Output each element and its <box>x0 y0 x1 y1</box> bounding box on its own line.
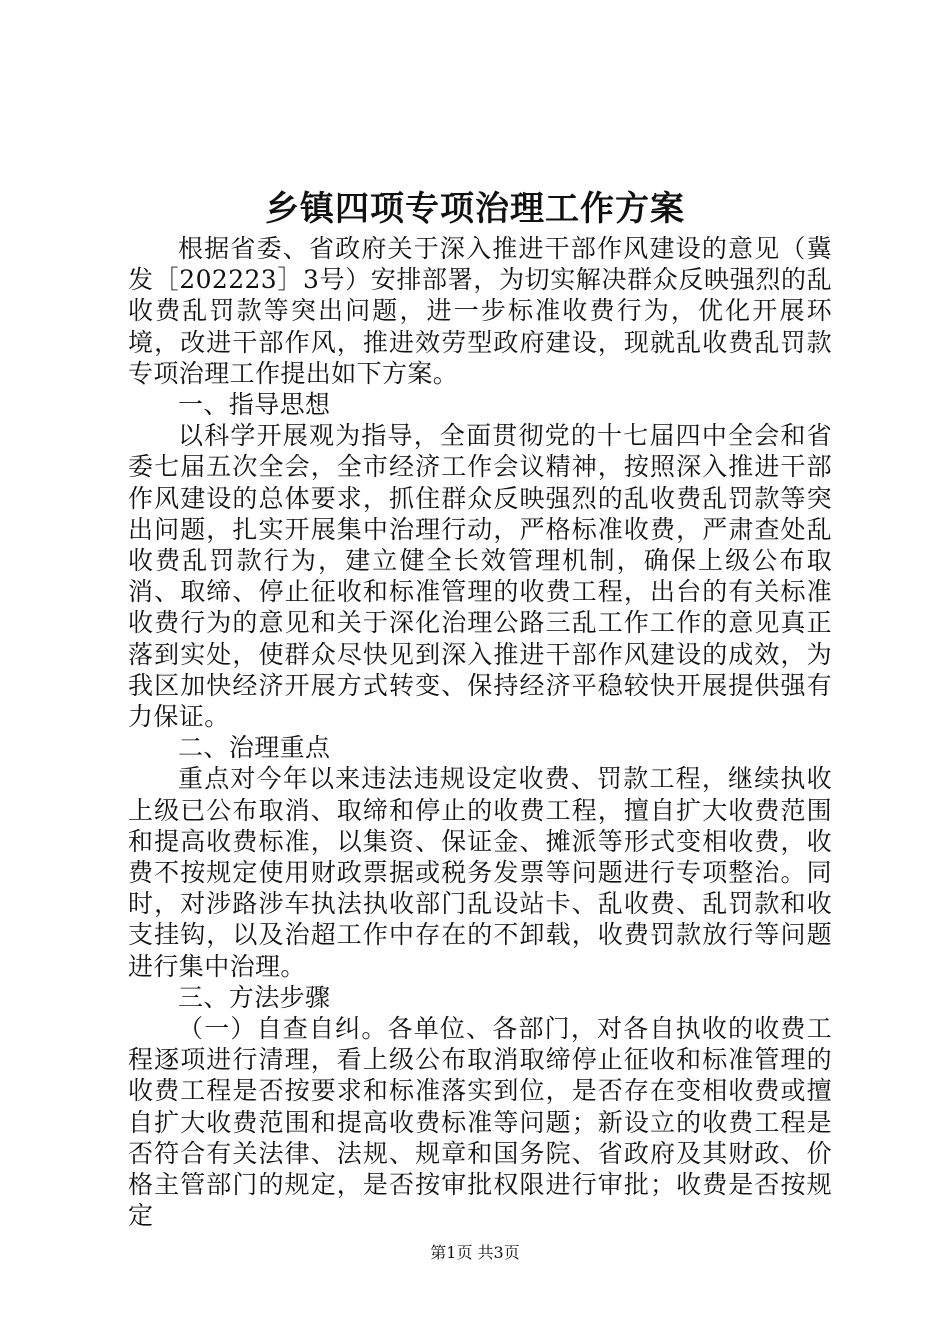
page-number-footer: 第1页 共3页 <box>430 1243 520 1262</box>
section-paragraph-self-inspection: （一）自查自纠。各单位、各部门，对各自执收的收费工程逐项进行清理，看上级公布取消取缔停止征收和标准管理的收费工程是否按要求和标准落实到位，是否存在变相收费或擅自扩大收费范围和提高收费标准等问题；新设立的收费工程是否符合有关法律、法规、规章和国务院、省政府及其财政、价格主管部门的规定，是否按审批权限进行审批；收费是否按规定 <box>128 1014 832 1231</box>
section-heading-guiding-thought: 一、指导思想 <box>178 390 331 420</box>
document-title: 乡镇四项专项治理工作方案 <box>265 189 685 229</box>
intro-paragraph: 根据省委、省政府关于深入推进干部作风建设的意见（冀发［202223］3号）安排部署，为切实解决群众反映强烈的乱收费乱罚款等突出问题，进一步标准收费行为，优化开展环境，改进干部作风，推进效劳型政府建设，现就乱收费乱罚款专项治理工作提出如下方案。 <box>128 234 832 388</box>
section-heading-method-steps: 三、方法步骤 <box>178 982 331 1012</box>
section-paragraph-governance-focus: 重点对今年以来违法违规设定收费、罚款工程，继续执收上级已公布取消、取缔和停止的收费工程，擅自扩大收费范围和提高收费标准，以集资、保证金、摊派等形式变相收费，收费不按规定使用财政票据或税务发票等问题进行专项整治。同时，对涉路涉车执法执收部门乱设站卡、乱收费、乱罚款和收支挂钩，以及治超工作中存在的不卸载，收费罚款放行等问题进行集中治理。 <box>128 764 832 981</box>
section-heading-governance-focus: 二、治理重点 <box>178 733 331 763</box>
section-paragraph-guiding-thought: 以科学开展观为指导，全面贯彻党的十七届四中全会和省委七届五次全会，全市经济工作会议精神，按照深入推进干部作风建设的总体要求，抓住群众反映强烈的乱收费乱罚款等突出问题，扎实开展集中治理行动，严格标准收费，严肃查处乱收费乱罚款行为，建立健全长效管理机制，确保上级公布取消、取缔、停止征收和标准管理的收费工程，出台的有关标准收费行为的意见和关于深化治理公路三乱工作工作的意见真正落到实处，使群众尽快见到深入推进干部作风建设的成效，为我区加快经济开展方式转变、保持经济平稳较快开展提供强有力保证。 <box>128 421 832 732</box>
document-body <box>128 233 832 1232</box>
